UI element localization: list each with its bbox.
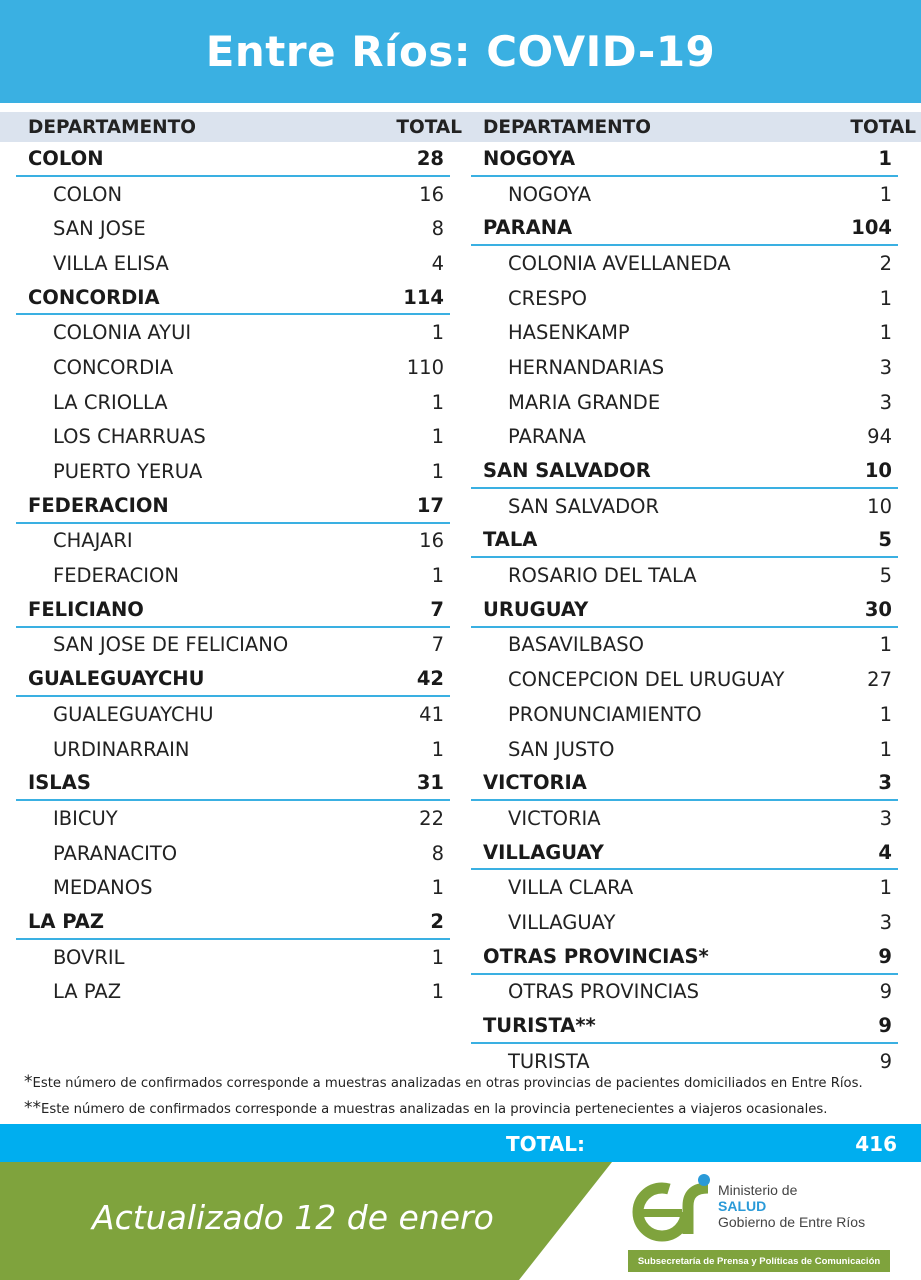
locality-total: 1 [879, 876, 892, 900]
department-total: 2 [430, 909, 444, 933]
footnote-text: Este número de confirmados corresponde a muestras analizadas en otras provincias de pacientes domiciliados en Entre Ríos. [32, 1076, 863, 1091]
footnote-text: Este número de confirmados corresponde a muestras analizadas en la provincia pertenecientes a viajeros ocasionales. [41, 1102, 828, 1117]
locality-name: PARANA [508, 425, 586, 449]
department-total: 31 [416, 771, 444, 795]
locality-row [471, 870, 898, 905]
locality-name: BOVRIL [53, 945, 125, 969]
locality-total: 1 [431, 876, 444, 900]
department-row [16, 281, 450, 316]
department-total: 10 [864, 459, 892, 483]
locality-row [16, 870, 450, 905]
locality-name: OTRAS PROVINCIAS [508, 980, 700, 1004]
locality-name: BASAVILBASO [508, 633, 644, 657]
ministry-line: Gobierno de Entre Ríos [718, 1214, 866, 1230]
locality-row [471, 801, 898, 836]
locality-row [471, 975, 898, 1010]
department-row [16, 142, 450, 177]
locality-total: 16 [419, 182, 444, 206]
locality-total: 3 [879, 390, 892, 414]
locality-row [16, 524, 450, 559]
department-row [16, 905, 450, 940]
ministry-text [718, 1182, 865, 1230]
locality-row [16, 558, 450, 593]
department-name: GUALEGUAYCHU [28, 667, 205, 691]
locality-total: 1 [879, 737, 892, 761]
department-row [471, 836, 898, 871]
department-total: 5 [878, 528, 892, 552]
department-row [471, 593, 898, 628]
locality-row [471, 350, 898, 385]
locality-name: PUERTO YERUA [53, 460, 203, 484]
locality-total: 1 [879, 702, 892, 726]
department-name: FELICIANO [28, 597, 144, 621]
locality-total: 3 [879, 355, 892, 379]
department-row [471, 524, 898, 559]
locality-row [16, 454, 450, 489]
locality-total: 8 [431, 841, 444, 865]
department-name: LA PAZ [28, 909, 105, 933]
department-name: CONCORDIA [28, 285, 160, 309]
locality-row [16, 697, 450, 732]
locality-total: 16 [419, 529, 444, 553]
locality-row [16, 385, 450, 420]
press-office-label: Subsecretaría de Prensa y Políticas de Comunicación [628, 1250, 890, 1272]
department-total: 114 [403, 285, 444, 309]
department-total: 104 [851, 216, 892, 240]
ministry-line: Ministerio de [718, 1182, 798, 1198]
locality-total: 1 [879, 286, 892, 310]
updated-date: Actualizado 12 de enero [92, 1198, 494, 1237]
locality-total: 1 [431, 460, 444, 484]
footer-banner [0, 1162, 921, 1280]
locality-name: LOS CHARRUAS [53, 425, 206, 449]
locality-row [16, 628, 450, 663]
locality-total: 1 [431, 737, 444, 761]
footnote-1 [24, 1070, 914, 1096]
department-row [16, 662, 450, 697]
locality-name: PARANACITO [53, 841, 178, 865]
locality-total: 9 [879, 1049, 892, 1073]
left-table-body [16, 142, 450, 1009]
locality-name: FEDERACION [53, 564, 179, 588]
department-name: OTRAS PROVINCIAS* [483, 944, 709, 968]
locality-row [16, 211, 450, 246]
footnote-2 [24, 1096, 914, 1122]
department-total: 42 [416, 667, 444, 691]
locality-row [471, 281, 898, 316]
locality-total: 9 [879, 980, 892, 1004]
department-name: FEDERACION [28, 493, 169, 517]
ministry-logo [628, 1172, 898, 1272]
locality-name: PRONUNCIAMIENTO [508, 702, 702, 726]
locality-name: VICTORIA [508, 806, 601, 830]
footnotes [24, 1070, 914, 1122]
department-row [471, 1009, 898, 1044]
locality-name: HASENKAMP [508, 321, 630, 345]
department-name: NOGOYA [483, 146, 576, 170]
locality-row [471, 662, 898, 697]
locality-name: HERNANDARIAS [508, 355, 665, 379]
locality-name: CHAJARI [53, 529, 133, 553]
department-name: VICTORIA [483, 771, 587, 795]
column-header [16, 112, 462, 142]
right-column [471, 112, 916, 1079]
locality-total: 10 [867, 494, 892, 518]
locality-row [16, 732, 450, 767]
locality-row [471, 628, 898, 663]
department-row [16, 766, 450, 801]
department-total: 30 [864, 597, 892, 621]
locality-total: 3 [879, 806, 892, 830]
locality-row [16, 940, 450, 975]
department-total: 9 [878, 1014, 892, 1038]
total-label: TOTAL: [506, 1132, 585, 1156]
column-header [471, 112, 916, 142]
locality-name: COLONIA AYUI [53, 321, 192, 345]
ministry-salud: SALUD [718, 1198, 767, 1214]
locality-row [16, 246, 450, 281]
column-header-departamento: DEPARTAMENTO [28, 116, 196, 138]
locality-name: SAN JUSTO [508, 737, 615, 761]
locality-row [16, 350, 450, 385]
department-row [471, 454, 898, 489]
locality-row [471, 385, 898, 420]
er-logo-icon [628, 1172, 714, 1242]
locality-name: CRESPO [508, 286, 587, 310]
column-header-departamento: DEPARTAMENTO [483, 116, 651, 138]
locality-name: LA CRIOLLA [53, 390, 168, 414]
locality-name: VILLA ELISA [53, 251, 169, 275]
locality-row [16, 801, 450, 836]
locality-total: 1 [879, 633, 892, 657]
locality-name: LA PAZ [53, 980, 122, 1004]
locality-name: CONCEPCION DEL URUGUAY [508, 668, 785, 692]
department-name: SAN SALVADOR [483, 459, 651, 483]
header-banner [0, 0, 921, 103]
locality-name: NOGOYA [508, 182, 592, 206]
locality-name: SAN SALVADOR [508, 494, 660, 518]
locality-name: URDINARRAIN [53, 737, 190, 761]
department-name: TALA [483, 528, 538, 552]
department-name: VILLAGUAY [483, 840, 604, 864]
locality-total: 22 [419, 806, 444, 830]
locality-total: 1 [431, 564, 444, 588]
locality-name: VILLAGUAY [508, 910, 616, 934]
locality-row [471, 732, 898, 767]
department-row [471, 766, 898, 801]
locality-total: 110 [406, 355, 444, 379]
locality-name: MARIA GRANDE [508, 390, 661, 414]
department-total: 4 [878, 840, 892, 864]
locality-total: 1 [879, 182, 892, 206]
department-row [471, 940, 898, 975]
locality-row [471, 177, 898, 212]
locality-total: 1 [431, 945, 444, 969]
locality-name: COLONIA AVELLANEDA [508, 251, 731, 275]
footnote-mark: ** [24, 1098, 41, 1118]
department-name: COLON [28, 146, 104, 170]
locality-total: 4 [431, 251, 444, 275]
locality-row [471, 905, 898, 940]
locality-total: 3 [879, 910, 892, 934]
footnote-mark: * [24, 1072, 33, 1092]
locality-total: 27 [867, 668, 892, 692]
department-row [471, 142, 898, 177]
locality-total: 1 [879, 321, 892, 345]
locality-row [16, 177, 450, 212]
locality-total: 1 [431, 321, 444, 345]
locality-total: 1 [431, 390, 444, 414]
page-title: Entre Ríos: COVID-19 [205, 27, 716, 76]
department-name: PARANA [483, 216, 573, 240]
locality-name: COLON [53, 182, 123, 206]
department-total: 7 [430, 597, 444, 621]
locality-total: 1 [431, 425, 444, 449]
locality-total: 7 [431, 633, 444, 657]
locality-total: 5 [879, 564, 892, 588]
right-table-body [471, 142, 898, 1079]
department-name: TURISTA** [483, 1014, 596, 1038]
locality-total: 8 [431, 217, 444, 241]
locality-row [471, 420, 898, 455]
locality-total: 1 [431, 980, 444, 1004]
locality-total: 41 [419, 702, 444, 726]
locality-row [16, 420, 450, 455]
department-total: 17 [416, 493, 444, 517]
locality-name: ROSARIO DEL TALA [508, 564, 697, 588]
locality-name: MEDANOS [53, 876, 153, 900]
department-total: 28 [416, 146, 444, 170]
locality-name: CONCORDIA [53, 355, 174, 379]
locality-row [16, 836, 450, 871]
locality-name: VILLA CLARA [508, 876, 634, 900]
locality-name: TURISTA [508, 1049, 590, 1073]
department-total: 1 [878, 146, 892, 170]
locality-name: SAN JOSE [53, 217, 146, 241]
locality-name: GUALEGUAYCHU [53, 702, 214, 726]
department-row [471, 211, 898, 246]
locality-name: IBICUY [53, 806, 118, 830]
locality-name: SAN JOSE DE FELICIANO [53, 633, 289, 657]
locality-total: 2 [879, 251, 892, 275]
department-name: ISLAS [28, 771, 91, 795]
locality-row [471, 489, 898, 524]
department-row [16, 593, 450, 628]
total-value: 416 [855, 1132, 897, 1156]
locality-row [471, 558, 898, 593]
locality-row [16, 315, 450, 350]
locality-total: 94 [867, 425, 892, 449]
column-header-total: TOTAL [396, 116, 462, 138]
locality-row [16, 975, 450, 1010]
locality-row [471, 246, 898, 281]
locality-row [471, 315, 898, 350]
locality-row [471, 697, 898, 732]
total-bar [0, 1124, 921, 1162]
left-column [16, 112, 462, 1009]
department-name: URUGUAY [483, 597, 589, 621]
department-row [16, 489, 450, 524]
department-total: 9 [878, 944, 892, 968]
department-total: 3 [878, 771, 892, 795]
column-header-total: TOTAL [850, 116, 916, 138]
